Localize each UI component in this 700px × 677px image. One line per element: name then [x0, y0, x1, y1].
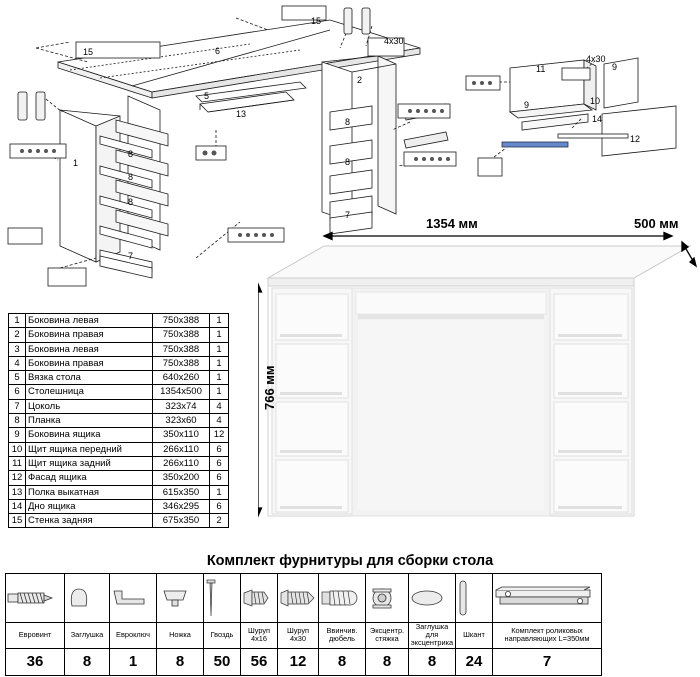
svg-text:13: 13 [236, 109, 247, 119]
hardware-label: Евровинт [6, 623, 65, 649]
hardware-count: 24 [456, 648, 493, 675]
cap-plug-cell [65, 574, 110, 623]
hardware-label: Шуруп 4х30 [278, 623, 319, 649]
dimension-height: 766 мм [262, 365, 277, 410]
table-row: 3 Боковина левая 750х388 1 [9, 342, 229, 356]
dimension-depth: 500 мм [634, 216, 679, 231]
hardware-label: Заглушка для эксцентрика [409, 623, 456, 649]
hardware-count: 56 [241, 648, 278, 675]
svg-text:4х30: 4х30 [384, 36, 404, 46]
hardware-label: Комплект роликовых направляющих L=350мм [493, 623, 602, 649]
hardware-label: Заглушка [65, 623, 110, 649]
hardware-count: 8 [157, 648, 204, 675]
svg-text:14: 14 [592, 114, 603, 124]
svg-text:8: 8 [128, 197, 134, 207]
svg-text:6: 6 [215, 46, 221, 56]
assembly-diagram-drawer-detail [462, 48, 698, 188]
hardware-count: 8 [409, 648, 456, 675]
hardware-table [5, 573, 602, 676]
cam-cap-cell [409, 574, 456, 623]
furniture-foot-cell [157, 574, 204, 623]
table-row: 8 Планка 323х60 4 [9, 414, 229, 428]
svg-text:8: 8 [128, 172, 134, 182]
cam-lock-cell [366, 574, 409, 623]
hardware-label: Шкант [456, 623, 493, 649]
wooden-dowel-cell [456, 574, 493, 623]
svg-text:8: 8 [128, 149, 134, 159]
screw-in-dowel-cell [319, 574, 366, 623]
allen-key-cell [110, 574, 157, 623]
svg-text:8: 8 [345, 157, 351, 167]
dimension-width: 1354 мм [426, 216, 478, 231]
roller-slide-cell [493, 574, 602, 623]
hardware-count: 50 [204, 648, 241, 675]
svg-text:5: 5 [204, 91, 210, 101]
svg-text:8: 8 [345, 117, 351, 127]
euro-screw-cell [6, 574, 65, 623]
svg-text:15: 15 [311, 16, 322, 26]
table-row: 2 Боковина правая 750х388 1 [9, 328, 229, 342]
hardware-label: Евроключ [110, 623, 157, 649]
table-row: 11 Щит ящика задний 266х110 6 [9, 456, 229, 470]
product-render [258, 216, 700, 548]
svg-text:9: 9 [612, 62, 618, 72]
svg-text:4х30: 4х30 [586, 54, 606, 64]
svg-text:11: 11 [536, 64, 546, 74]
nail-cell [204, 574, 241, 623]
svg-text:15: 15 [83, 47, 94, 57]
hardware-count: 8 [65, 648, 110, 675]
table-row: 6 Столешница 1354х500 1 [9, 385, 229, 399]
hardware-count: 7 [493, 648, 602, 675]
table-row: 14 Дно ящика 346х295 6 [9, 499, 229, 513]
svg-text:7: 7 [128, 251, 134, 261]
table-row: 7 Цоколь 323х74 4 [9, 399, 229, 413]
svg-text:9: 9 [524, 100, 530, 110]
hardware-count: 12 [278, 648, 319, 675]
hardware-label: Шуруп 4х16 [241, 623, 278, 649]
table-row: 13 Полка выкатная 615х350 1 [9, 485, 229, 499]
hardware-label: Гвоздь [204, 623, 241, 649]
hardware-count: 36 [6, 648, 65, 675]
table-row: 4 Боковина правая 750х388 1 [9, 356, 229, 370]
svg-text:10: 10 [590, 96, 601, 106]
hardware-kit-title: Комплект фурнитуры для сборки стола [206, 553, 494, 569]
hardware-count: 8 [319, 648, 366, 675]
hardware-label: Ввинчив. дюбель [319, 623, 366, 649]
svg-text:2: 2 [357, 75, 363, 85]
table-row: 15 Стенка задняя 675х350 2 [9, 514, 229, 528]
svg-text:7: 7 [345, 210, 351, 220]
svg-text:1: 1 [73, 158, 79, 168]
hardware-count: 8 [366, 648, 409, 675]
hardware-label: Эксцентр. стяжка [366, 623, 409, 649]
screw-4x30-cell [278, 574, 319, 623]
hardware-label: Ножка [157, 623, 204, 649]
table-row: 9 Боковина ящика 350х110 12 [9, 428, 229, 442]
hardware-count: 1 [110, 648, 157, 675]
parts-table [8, 313, 229, 528]
svg-text:12: 12 [630, 134, 641, 144]
table-row: 5 Вязка стола 640х260 1 [9, 371, 229, 385]
table-row: 1 Боковина левая 750х388 1 [9, 314, 229, 328]
table-row: 12 Фасад ящика 350х200 6 [9, 471, 229, 485]
screw-4x16-cell [241, 574, 278, 623]
table-row: 10 Щит ящика передний 266х110 6 [9, 442, 229, 456]
dimension-height-wrap [262, 365, 307, 425]
